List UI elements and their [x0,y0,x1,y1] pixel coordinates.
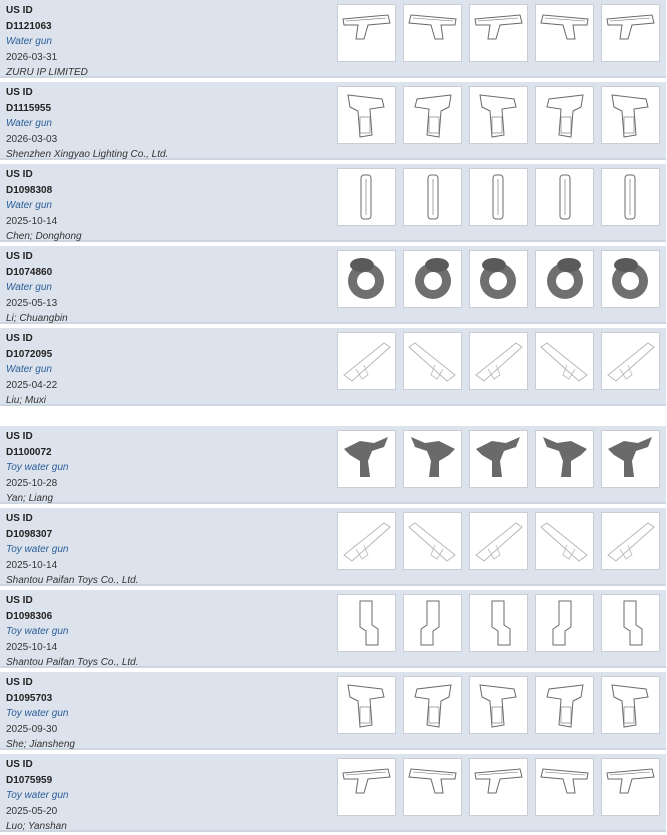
drawing-thumbnail[interactable] [337,250,396,308]
patent-title[interactable]: Water gun [6,36,52,48]
thumbnail-strip [330,246,660,322]
drawing-thumbnail[interactable] [469,512,528,570]
drawing-icon [338,5,395,61]
patent-owner: Liu; Muxi [6,395,47,407]
drawing-thumbnail[interactable] [403,594,462,652]
drawing-thumbnail[interactable] [337,168,396,226]
drawing-thumbnail[interactable] [601,512,660,570]
drawing-thumbnail[interactable] [601,86,660,144]
patent-owner: Li; Chuangbin [6,313,68,325]
drawing-thumbnail[interactable] [535,332,594,390]
drawing-icon [602,5,659,61]
patent-owner: Shenzhen Xingyao Lighting Co., Ltd. [6,149,169,161]
id-label: US ID [6,759,33,770]
drawing-icon [338,431,395,487]
drawing-icon [470,513,527,569]
result-row[interactable] [0,246,666,324]
drawing-icon [536,251,593,307]
drawing-icon [536,5,593,61]
drawing-thumbnail[interactable] [535,676,594,734]
drawing-icon [602,251,659,307]
patent-owner: Chen; Donghong [6,231,82,243]
drawing-thumbnail[interactable] [601,430,660,488]
patent-owner: Luo; Yanshan [6,821,67,833]
drawing-thumbnail[interactable] [469,594,528,652]
patent-owner: She; Jiansheng [6,739,75,751]
patent-date: 2026-03-31 [6,51,58,63]
drawing-icon [470,333,527,389]
drawing-thumbnail[interactable] [337,676,396,734]
drawing-icon [470,87,527,143]
drawing-icon [338,333,395,389]
drawing-icon [338,595,395,651]
drawing-thumbnail[interactable] [403,168,462,226]
patent-meta [0,328,330,407]
drawing-icon [470,677,527,733]
drawing-thumbnail[interactable] [403,512,462,570]
patent-id[interactable]: D1074860 [6,266,53,278]
patent-title[interactable]: Water gun [6,200,52,212]
patent-id[interactable]: D1100072 [6,446,52,458]
patent-id[interactable]: D1098308 [6,184,53,196]
drawing-thumbnail[interactable] [601,4,660,62]
drawing-icon [404,677,461,733]
drawing-icon [338,513,395,569]
drawing-thumbnail[interactable] [337,86,396,144]
drawing-thumbnail[interactable] [535,250,594,308]
patent-id[interactable]: D1115955 [6,102,52,114]
drawing-thumbnail[interactable] [337,430,396,488]
drawing-thumbnail[interactable] [535,168,594,226]
drawing-thumbnail[interactable] [403,4,462,62]
patent-owner: Yan; Liang [6,493,54,505]
id-label: US ID [6,513,33,524]
thumbnail-strip [330,0,660,76]
drawing-thumbnail[interactable] [469,332,528,390]
patent-title[interactable]: Water gun [6,282,52,294]
drawing-icon [338,759,395,815]
patent-title[interactable]: Toy water gun [6,790,69,802]
drawing-thumbnail[interactable] [469,250,528,308]
thumbnail-strip [330,164,660,240]
drawing-icon [602,169,659,225]
drawing-icon [470,759,527,815]
drawing-icon [404,759,461,815]
drawing-icon [602,759,659,815]
drawing-icon [470,595,527,651]
drawing-icon [602,87,659,143]
drawing-thumbnail[interactable] [337,332,396,390]
patent-id[interactable]: D1095703 [6,692,53,704]
drawing-thumbnail[interactable] [469,168,528,226]
drawing-thumbnail[interactable] [535,430,594,488]
drawing-thumbnail[interactable] [535,86,594,144]
drawing-icon [536,759,593,815]
drawing-icon [536,431,593,487]
patent-id[interactable]: D1075959 [6,774,53,786]
drawing-thumbnail[interactable] [337,4,396,62]
drawing-thumbnail[interactable] [601,332,660,390]
drawing-thumbnail[interactable] [469,430,528,488]
drawing-thumbnail[interactable] [403,86,462,144]
patent-title[interactable]: Toy water gun [6,544,69,556]
drawing-thumbnail[interactable] [535,758,594,816]
drawing-thumbnail[interactable] [469,4,528,62]
result-row[interactable] [0,164,666,242]
drawing-thumbnail[interactable] [337,594,396,652]
patent-date: 2026-03-03 [6,133,58,145]
patent-meta [0,426,330,505]
patent-meta [0,508,330,587]
id-label: US ID [6,595,33,606]
thumbnail-strip [330,426,660,502]
thumbnail-strip [330,672,660,748]
patent-title[interactable]: Water gun [6,364,52,376]
drawing-icon [404,251,461,307]
drawing-icon [602,595,659,651]
drawing-thumbnail[interactable] [469,758,528,816]
patent-meta [0,82,330,161]
result-row[interactable] [0,590,666,668]
patent-title[interactable]: Toy water gun [6,462,69,474]
patent-date: 2025-10-14 [6,641,58,653]
drawing-thumbnail[interactable] [469,86,528,144]
patent-meta [0,590,330,669]
patent-date: 2025-05-20 [6,805,58,817]
drawing-icon [404,5,461,61]
patent-title[interactable]: Toy water gun [6,708,69,720]
patent-date: 2025-10-14 [6,559,58,571]
drawing-icon [470,251,527,307]
thumbnail-strip [330,82,660,158]
patent-id[interactable]: D1098306 [6,610,53,622]
drawing-icon [404,333,461,389]
patent-date: 2025-04-22 [6,379,58,391]
drawing-thumbnail[interactable] [403,332,462,390]
patent-date: 2025-05-13 [6,297,58,309]
drawing-icon [404,513,461,569]
result-group [0,426,667,832]
drawing-icon [338,251,395,307]
patent-id[interactable]: D1098307 [6,528,53,540]
id-label: US ID [6,169,33,180]
drawing-icon [602,431,659,487]
patent-meta [0,246,330,325]
drawing-thumbnail[interactable] [601,250,660,308]
result-row[interactable] [0,328,666,406]
drawing-thumbnail[interactable] [535,4,594,62]
drawing-thumbnail[interactable] [403,758,462,816]
drawing-icon [470,169,527,225]
drawing-thumbnail[interactable] [601,168,660,226]
patent-owner: ZURU IP LIMITED [6,67,88,79]
thumbnail-strip [330,508,660,584]
drawing-icon [536,677,593,733]
patent-date: 2025-10-28 [6,477,58,489]
drawing-thumbnail[interactable] [535,594,594,652]
patent-meta [0,0,330,79]
id-label: US ID [6,333,33,344]
patent-meta [0,754,330,833]
patent-date: 2025-10-14 [6,215,58,227]
id-label: US ID [6,677,33,688]
patent-id[interactable]: D1072095 [6,348,53,360]
drawing-icon [536,169,593,225]
drawing-thumbnail[interactable] [601,676,660,734]
drawing-thumbnail[interactable] [337,758,396,816]
drawing-icon [470,5,527,61]
patent-id[interactable]: D1121063 [6,20,52,32]
drawing-icon [602,513,659,569]
id-label: US ID [6,431,33,442]
patent-owner: Shantou Paifan Toys Co., Ltd. [6,575,139,587]
drawing-icon [536,513,593,569]
id-label: US ID [6,251,33,262]
drawing-icon [470,431,527,487]
drawing-icon [536,333,593,389]
drawing-icon [404,431,461,487]
patent-meta [0,672,330,751]
result-row[interactable] [0,426,666,504]
patent-meta [0,164,330,243]
drawing-icon [338,677,395,733]
drawing-icon [536,87,593,143]
drawing-icon [404,595,461,651]
result-row[interactable] [0,754,666,832]
result-row[interactable] [0,82,666,160]
drawing-icon [536,595,593,651]
drawing-icon [602,677,659,733]
drawing-thumbnail[interactable] [601,594,660,652]
drawing-thumbnail[interactable] [403,430,462,488]
drawing-icon [404,169,461,225]
group-divider [0,410,667,426]
result-group [0,0,667,406]
patent-title[interactable]: Water gun [6,118,52,130]
drawing-icon [404,87,461,143]
thumbnail-strip [330,590,660,666]
drawing-thumbnail[interactable] [337,512,396,570]
drawing-icon [602,333,659,389]
drawing-icon [338,87,395,143]
thumbnail-strip [330,754,660,830]
drawing-thumbnail[interactable] [469,676,528,734]
patent-date: 2025-09-30 [6,723,58,735]
id-label: US ID [6,5,33,16]
drawing-thumbnail[interactable] [403,250,462,308]
result-row[interactable] [0,0,666,78]
id-label: US ID [6,87,33,98]
patent-title[interactable]: Toy water gun [6,626,69,638]
drawing-thumbnail[interactable] [403,676,462,734]
drawing-thumbnail[interactable] [535,512,594,570]
drawing-icon [338,169,395,225]
drawing-thumbnail[interactable] [601,758,660,816]
result-row[interactable] [0,508,666,586]
result-row[interactable] [0,672,666,750]
patent-owner: Shantou Paifan Toys Co., Ltd. [6,657,139,669]
thumbnail-strip [330,328,660,404]
